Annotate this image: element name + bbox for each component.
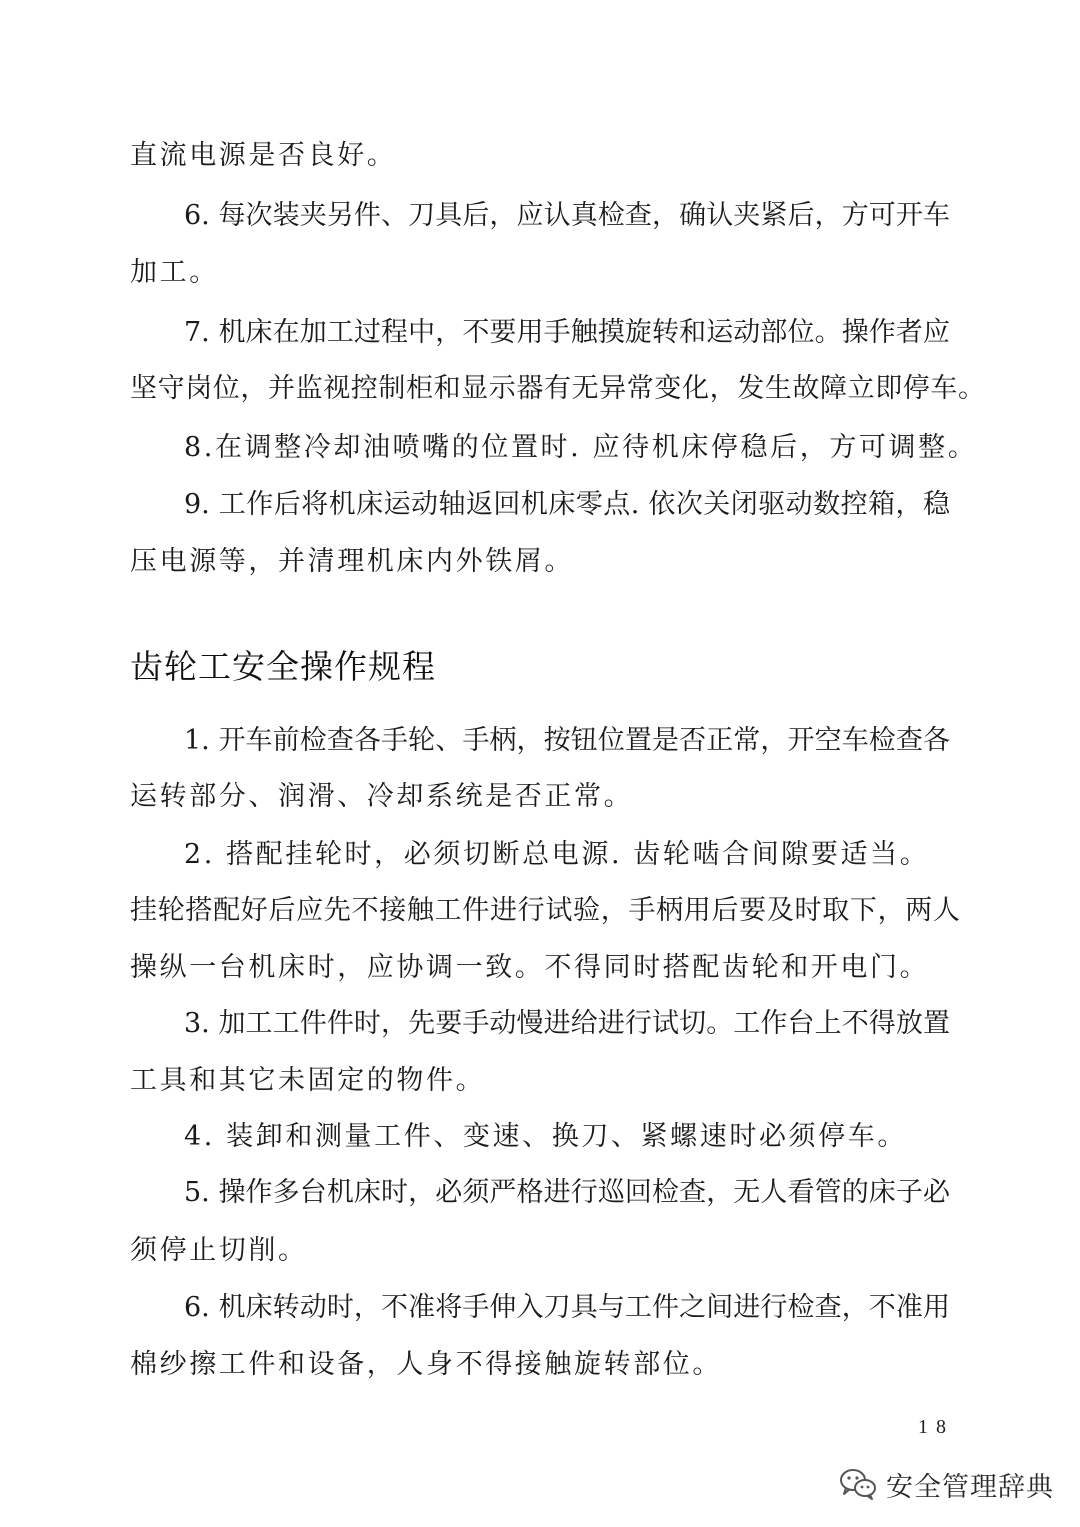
paragraph-line: 5. 操作多台机床时，必须严格进行巡回检查，无人看管的床子必 [184, 1177, 950, 1208]
wechat-icon [838, 1467, 878, 1501]
paragraph-line: 3. 加工工件件时，先要手动慢进给进行试切。工作台上不得放置 [184, 1008, 950, 1039]
paragraph-line: 6. 每次装夹另件、刀具后，应认真检查，确认夹紧后，方可开车 [184, 200, 950, 231]
paragraph-line: 操纵一台机床时，应协调一致。不得同时搭配齿轮和开电门。 [130, 952, 930, 983]
paragraph-line: 工具和其它未固定的物件。 [130, 1065, 486, 1096]
page-number: 18 [918, 1416, 954, 1438]
watermark-text: 安全管理辞典 [886, 1471, 1054, 1503]
paragraph-line: 压电源等，并清理机床内外铁屑。 [130, 546, 574, 577]
paragraph-line: 挂轮搭配好后应先不接触工件进行试验，手柄用后要及时取下，两人 [130, 895, 960, 926]
paragraph-line: 须停止切削。 [130, 1235, 308, 1266]
paragraph-line: 6. 机床转动时，不准将手伸入刀具与工件之间进行检查，不准用 [184, 1292, 950, 1323]
paragraph-line: 棉纱擦工件和设备，人身不得接触旋转部位。 [130, 1349, 722, 1380]
paragraph-line: 7. 机床在加工过程中，不要用手触摸旋转和运动部位。操作者应 [184, 317, 950, 348]
paragraph-line: 4. 装卸和测量工件、变速、换刀、紧螺速时必须停车。 [184, 1121, 907, 1152]
section-title: 齿轮工安全操作规程 [130, 647, 436, 686]
watermark [838, 1462, 1054, 1506]
paragraph-line: 坚守岗位，并监视控制柜和显示器有无异常变化，发生故障立即停车。 [130, 373, 986, 404]
paragraph-line: 2. 搭配挂轮时，必须切断总电源. 齿轮啮合间隙要适当。 [184, 839, 930, 870]
paragraph-line: 9. 工作后将机床运动轴返回机床零点. 依次关闭驱动数控箱，稳 [184, 489, 950, 520]
paragraph-line: 8.在调整冷却油喷嘴的位置时. 应待机床停稳后，方可调整。 [184, 432, 978, 463]
paragraph-line: 加工。 [130, 257, 219, 288]
paragraph-line: 直流电源是否良好。 [130, 140, 397, 171]
paragraph-line: 1. 开车前检查各手轮、手柄，按钮位置是否正常，开空车检查各 [184, 725, 950, 756]
paragraph-line: 运转部分、润滑、冷却系统是否正常。 [130, 781, 634, 812]
